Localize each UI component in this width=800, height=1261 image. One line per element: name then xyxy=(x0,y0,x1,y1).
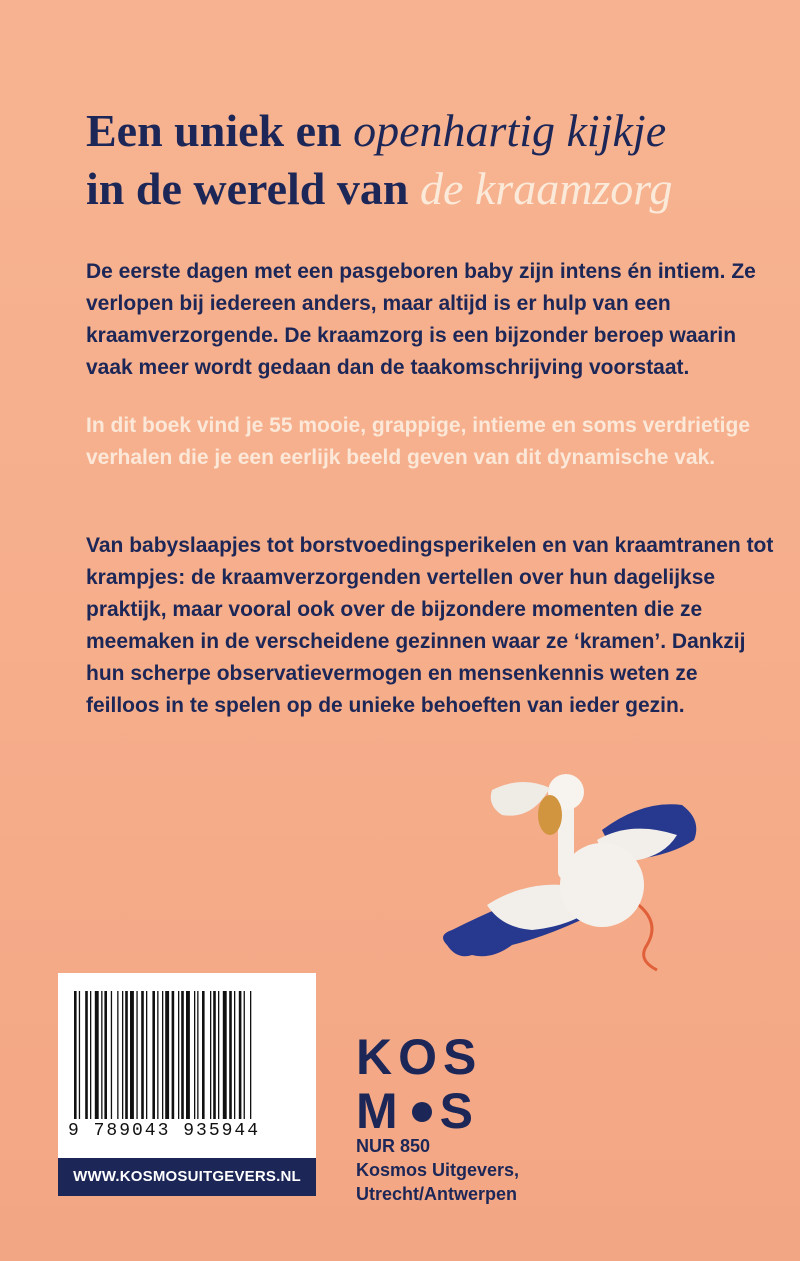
isbn-number: 9 789043 935944 xyxy=(68,1121,261,1141)
headline xyxy=(86,102,786,218)
headline-bold-2: in de wereld van xyxy=(86,163,420,214)
stork-illustration xyxy=(432,760,712,980)
publisher-info xyxy=(356,1134,616,1206)
kosmos-logo xyxy=(356,1030,496,1138)
publisher-name: Kosmos Uitgevers, xyxy=(356,1160,520,1180)
headline-line-1 xyxy=(86,102,786,160)
barcode-label xyxy=(58,973,316,1158)
headline-italic-2: de kraamzorg xyxy=(419,163,673,214)
logo-row-1: KOS xyxy=(356,1029,483,1085)
headline-bold-1: Een uniek en xyxy=(86,105,354,156)
headline-italic-1: openhartig kijkje xyxy=(353,105,667,156)
logo-row-2 xyxy=(356,1084,496,1138)
website-url[interactable]: WWW.KOSMOSUITGEVERS.NL xyxy=(58,1158,316,1196)
barcode-icon xyxy=(74,991,300,1119)
nur-code: NUR 850 xyxy=(356,1136,431,1156)
headline-line-2 xyxy=(86,160,786,218)
blurb-paragraph-2: In dit boek vind je 55 mooie, grappige, intieme en soms verdrietige verhalen die je een eerlijk beeld geven van dit dynamische vak. xyxy=(86,414,751,469)
publisher-city: Utrecht/Antwerpen xyxy=(356,1184,518,1204)
logo-letter-m: M xyxy=(356,1083,404,1139)
blurb-paragraph-1: De eerste dagen met een pasgeboren baby zijn intens én intiem. Ze verlopen bij iedereen anders, maar altijd is er hulp van een kraamverzorgende. De kraamzorg is een bijzonder beroep waarin vaak meer wordt gedaan dan de taakomschrijving voorstaat. xyxy=(86,260,756,379)
blurb-paragraph-3: Van babyslaapjes tot borstvoedingsperikelen en van kraamtranen tot krampjes: de kraamverzorgenden vertellen over hun dagelijkse praktijk, maar vooral ook over de bijzondere momenten die ze meemaken in de verscheidene gezinnen waar ze ‘kramen’. Dankzij hun scherpe observatievermogen en mensenkennis weten ze feilloos in te spelen op de unieke behoeften van ieder gezin. xyxy=(86,534,774,717)
logo-dot xyxy=(412,1102,432,1122)
logo-letter-s: S xyxy=(439,1083,480,1139)
